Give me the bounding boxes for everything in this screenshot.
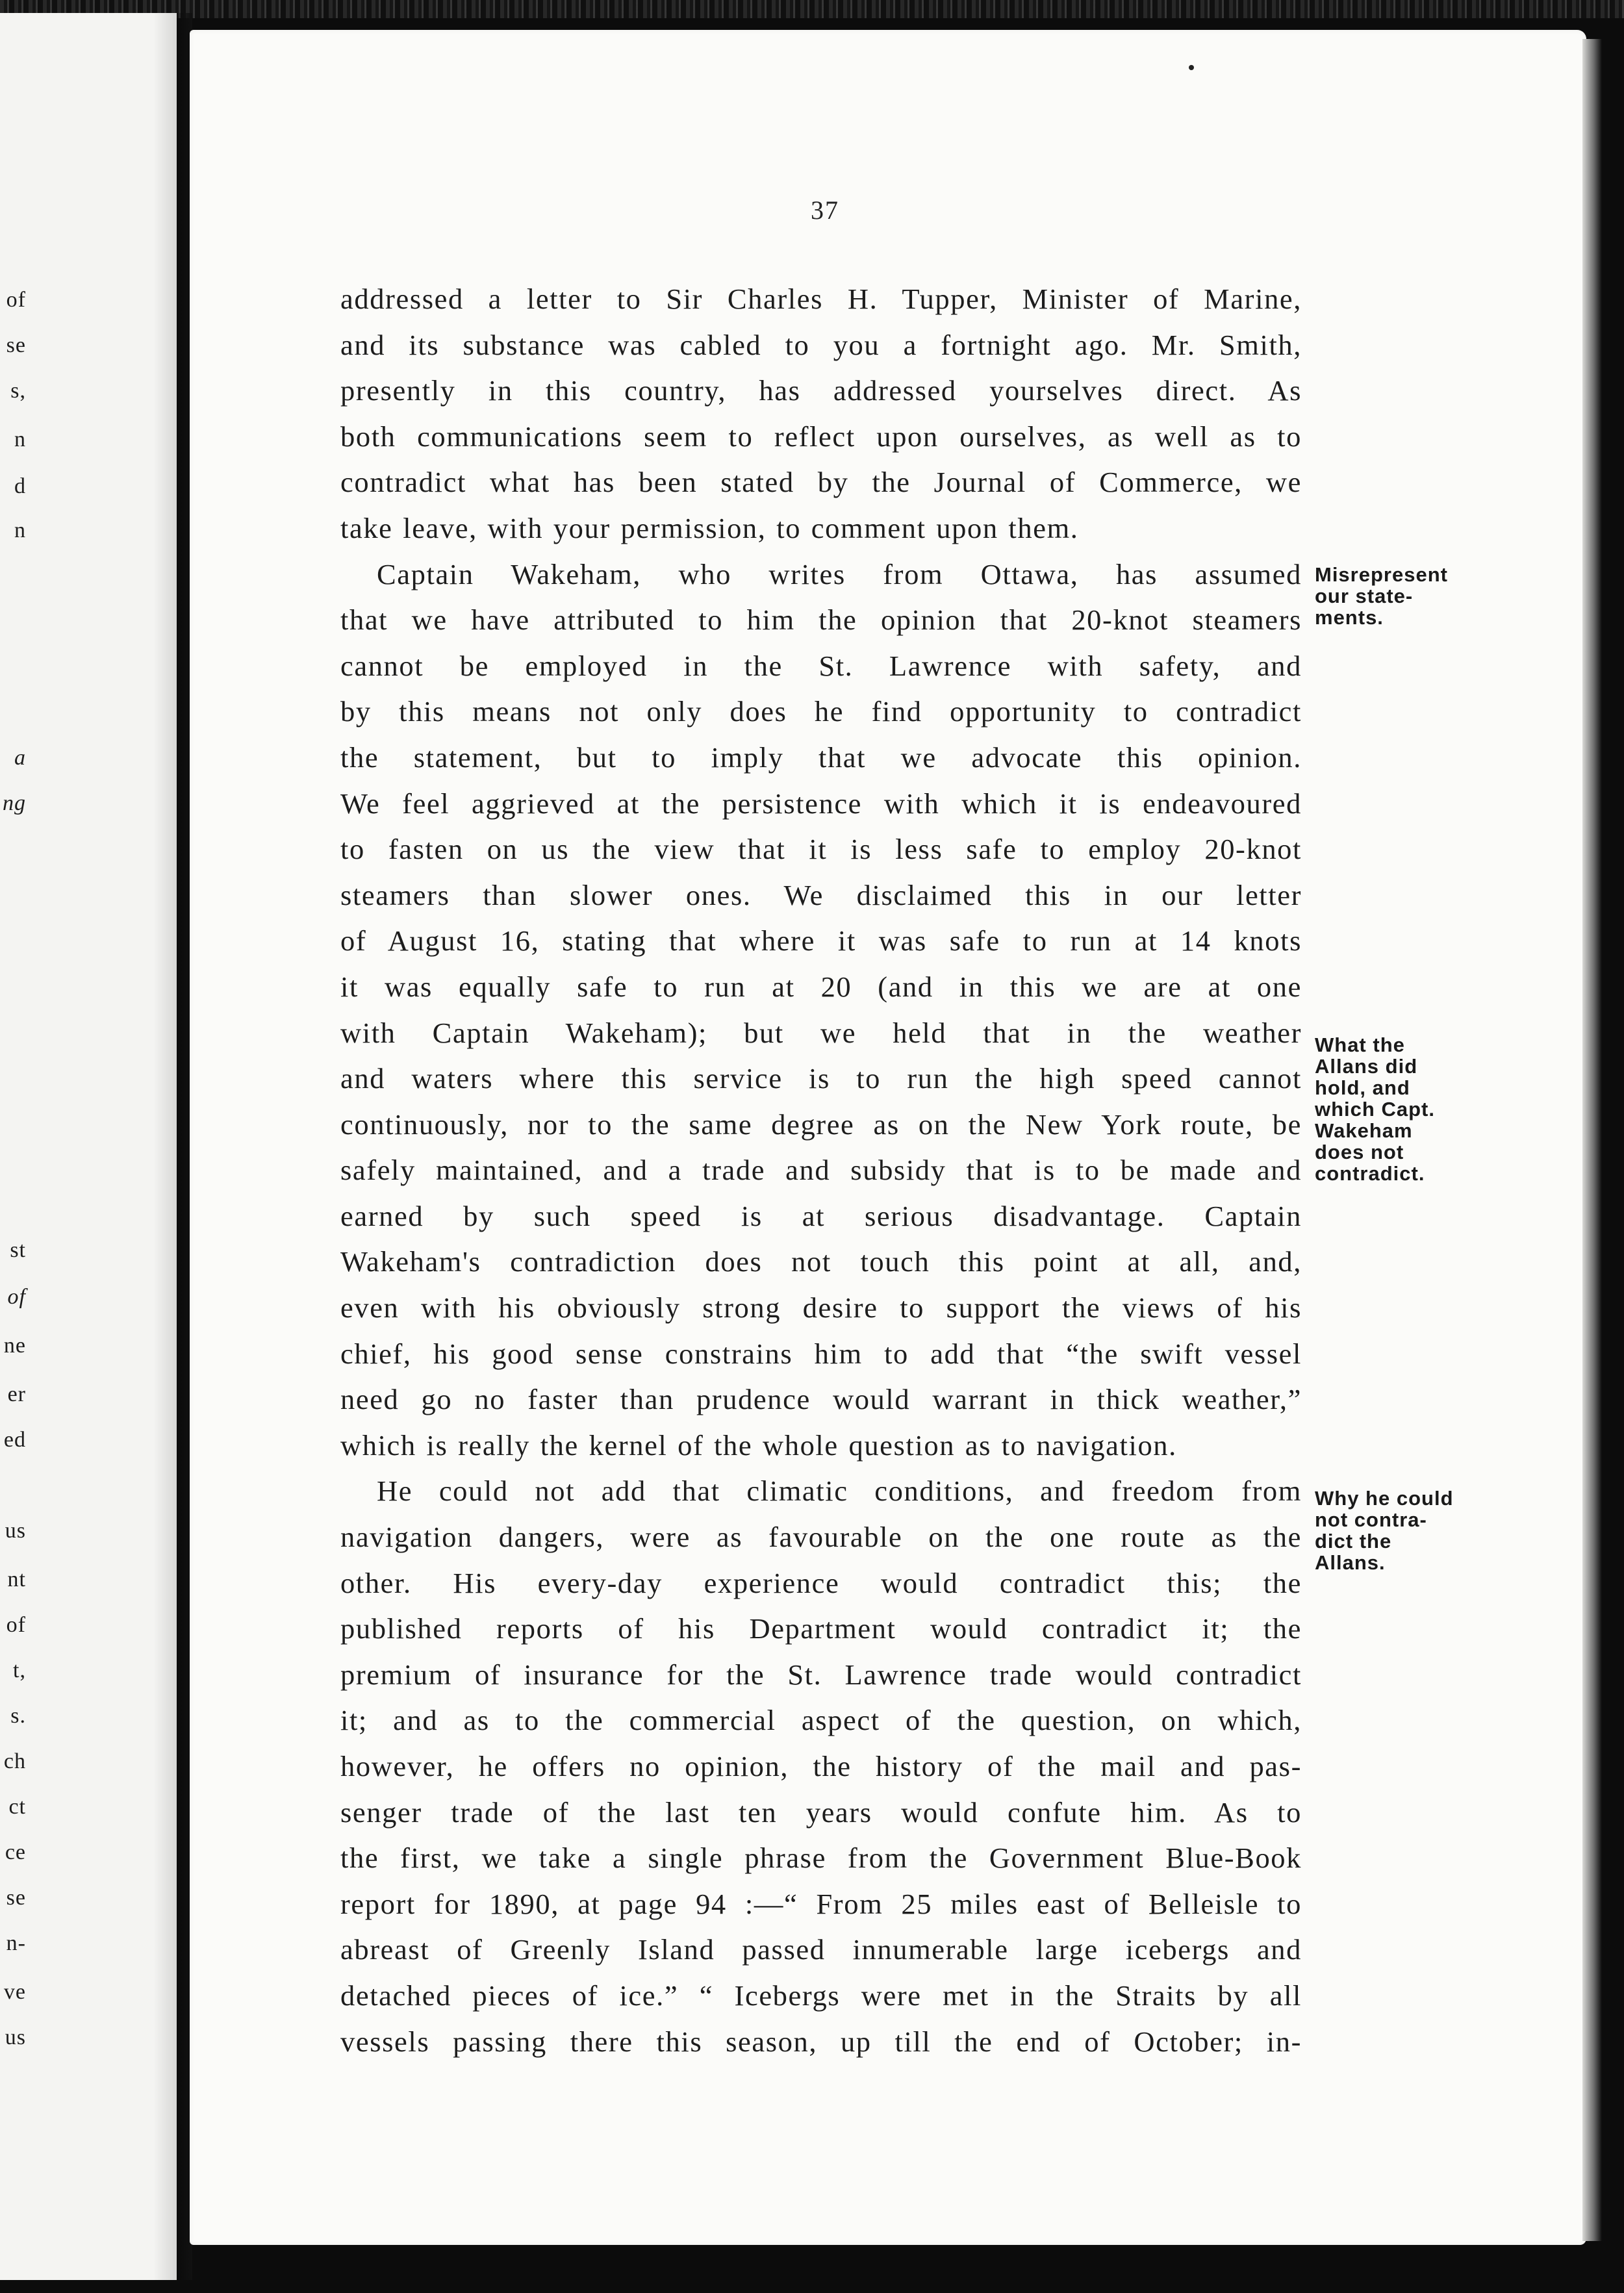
page-number: 37 [811, 196, 839, 225]
text-line: premium of insurance for the St. Lawrence trade would contradict [340, 1658, 1302, 1691]
left-facing-page [0, 13, 177, 2280]
left-page-fragment: n [14, 427, 26, 451]
left-page-fragment: ct [8, 1795, 26, 1819]
text-line: abreast of Greenly Island passed innumerable large icebergs and [340, 1933, 1302, 1966]
text-line: chief, his good sense constrains him to add that “the swift vessel [340, 1337, 1302, 1370]
text-line: by this means not only does he find opportunity to contradict [340, 695, 1302, 728]
text-line: senger trade of the last ten years would confute him. As to [340, 1795, 1302, 1829]
left-page-fragment: ch [3, 1749, 26, 1773]
margin-note-line: Why he could [1315, 1487, 1454, 1510]
margin-note-line: does not [1315, 1141, 1404, 1163]
text-line: both communications seem to reflect upon ourselves, as well as to [340, 420, 1302, 453]
left-page-fragment: ve [3, 1980, 26, 2004]
left-page-fragment: d [14, 474, 26, 498]
text-line: contradict what has been stated by the Journal of Commerce, we [340, 466, 1302, 499]
text-line: cannot be employed in the St. Lawrence with safety, and [340, 649, 1302, 682]
text-line: earned by such speed is at serious disadvantage. Captain [340, 1199, 1302, 1232]
ink-speck [1189, 65, 1194, 70]
text-line: and its substance was cabled to you a fortnight ago. Mr. Smith, [340, 328, 1302, 361]
text-line: other. His every-day experience would contradict this; the [340, 1566, 1302, 1599]
text-line: the first, we take a single phrase from the Government Blue-Book [340, 1842, 1302, 1875]
text-line: that we have attributed to him the opinion that 20-knot steamers [340, 603, 1302, 637]
margin-note-misrepresent [1315, 564, 1477, 628]
left-page-fragment: ce [5, 1840, 26, 1864]
text-line: navigation dangers, were as favourable on the one route as the [340, 1521, 1302, 1554]
text-line: of August 16, stating that where it was safe to run at 14 knots [340, 924, 1302, 957]
text-line: Wakeham's contradiction does not touch this point at all, and, [340, 1245, 1302, 1278]
left-page-fragment: ne [3, 1334, 26, 1358]
left-page-fragment: s. [10, 1704, 26, 1728]
left-page-fragment: ed [3, 1428, 26, 1452]
left-page-fragment: us [5, 1519, 26, 1543]
left-page-fragment: se [6, 333, 26, 357]
text-line: even with his obviously strong desire to support the views of his [340, 1291, 1302, 1324]
body-text [340, 276, 1302, 2064]
margin-note-line: ments. [1315, 606, 1384, 629]
text-line: presently in this country, has addressed yourselves direct. As [340, 374, 1302, 407]
margin-note-line: contradict. [1315, 1162, 1425, 1185]
margin-note-line: What the [1315, 1033, 1405, 1056]
text-line: however, he offers no opinion, the history of the mail and pas- [340, 1750, 1302, 1782]
text-line: which is really the kernel of the whole question as to navigation. [340, 1428, 1177, 1462]
text-line: published reports of his Department would contradict it; the [340, 1612, 1302, 1645]
text-line: take leave, with your permission, to comment upon them. [340, 511, 1079, 544]
left-page-fragment: ng [3, 791, 26, 815]
margin-note-what-the-allans-did-hold [1315, 1034, 1477, 1184]
left-page-fragment: us [5, 2025, 26, 2049]
left-page-fragment: st [10, 1238, 26, 1262]
text-line: it; and as to the commercial aspect of the question, on which, [340, 1704, 1302, 1737]
margin-note-line: dict the [1315, 1530, 1392, 1552]
margin-note-line: Misrepresent [1315, 563, 1448, 586]
left-page-fragment: t, [13, 1658, 26, 1682]
scan-top-edge [0, 0, 1624, 18]
text-line: and waters where this service is to run the high speed cannot [340, 1062, 1302, 1095]
left-page-fragment: of [7, 1285, 26, 1309]
left-page-fragment: er [7, 1382, 26, 1406]
left-page-fragment: n [14, 518, 26, 542]
text-line: detached pieces of ice.” “ Icebergs were met in the Straits by all [340, 1979, 1302, 2012]
margin-note-line: Allans. [1315, 1551, 1386, 1574]
left-page-fragment: nt [7, 1567, 26, 1591]
margin-note-line: our state- [1315, 585, 1414, 607]
text-line: vessels passing there this season, up till the end of October; in- [340, 2025, 1302, 2058]
margin-note-line: which Capt. [1315, 1098, 1435, 1121]
margin-note-why-he-could-not-contradict [1315, 1488, 1477, 1573]
margin-note-line: not contra- [1315, 1508, 1427, 1531]
gutter-shadow [153, 13, 192, 2280]
text-line: He could not add that climatic conditions, and freedom from [377, 1475, 1302, 1508]
margin-note-line: hold, and [1315, 1076, 1410, 1099]
text-line: addressed a letter to Sir Charles H. Tupper, Minister of Marine, [340, 283, 1302, 315]
margin-note-line: Allans did [1315, 1055, 1418, 1078]
left-page-fragment: of [6, 1613, 26, 1637]
text-line: report for 1890, at page 94 :—“ From 25 miles east of Belleisle to [340, 1887, 1302, 1920]
left-page-fragment: a [14, 746, 26, 770]
text-line: We feel aggrieved at the persistence with which it is endeavoured [340, 787, 1302, 820]
text-line: Captain Wakeham, who writes from Ottawa, has assumed [377, 557, 1302, 590]
page-right-edge [1582, 39, 1602, 2241]
left-page-fragment: of [6, 288, 26, 312]
text-line: need go no faster than prudence would warrant in thick weather,” [340, 1383, 1302, 1416]
left-page-fragment: se [6, 1886, 26, 1910]
margin-note-line: Wakeham [1315, 1119, 1413, 1142]
text-line: steamers than slower ones. We disclaimed this in our letter [340, 878, 1302, 911]
left-page-fragment: n- [6, 1931, 26, 1955]
text-line: with Captain Wakeham); but we held that in the weather [340, 1016, 1302, 1049]
text-line: continuously, nor to the same degree as on the New York route, be [340, 1108, 1302, 1141]
text-line: it was equally safe to run at 20 (and in this we are at one [340, 970, 1302, 1003]
left-page-fragment: s, [10, 379, 26, 403]
text-line: the statement, but to imply that we advocate this opinion. [340, 741, 1302, 774]
text-line: to fasten on us the view that it is less safe to employ 20-knot [340, 833, 1302, 866]
text-line: safely maintained, and a trade and subsidy that is to be made and [340, 1154, 1302, 1187]
